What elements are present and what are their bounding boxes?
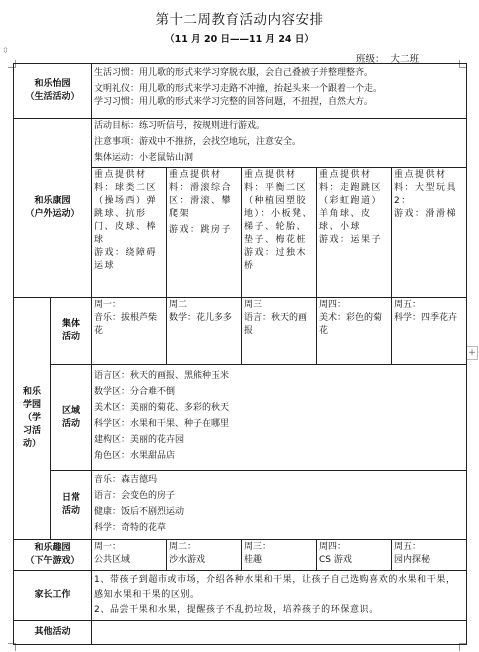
play-day <box>167 540 242 571</box>
day-activity: 语言：秋天的画报 <box>244 313 308 336</box>
learning-title-line: 动） <box>22 439 41 449</box>
learning-title-line: （学 <box>22 413 41 423</box>
learning-title-line: 学园 <box>22 400 41 410</box>
day-activity: 桂趣 <box>244 555 263 565</box>
group-day <box>167 298 242 365</box>
class-label: 班级： <box>356 54 385 65</box>
day-label: 周一： <box>94 300 122 310</box>
day-label: 周三： <box>244 542 272 552</box>
life-line: 生活习惯：用儿歌的形式来学习穿脱衣服，会自己叠被子并整理整齐。 <box>94 68 374 78</box>
outdoor-group-game: 集体运动：小老鼠钻山洞 <box>94 153 194 163</box>
parents-content <box>92 571 467 621</box>
daily-line: 健康：饭后不剧烈运动 <box>94 507 185 517</box>
area-line: 建构区：美丽的花卉园 <box>94 435 185 445</box>
life-content <box>92 64 467 119</box>
parents-section-header <box>14 571 92 621</box>
daily-activity-label <box>51 471 92 540</box>
outdoor-goal: 活动目标：练习听信号，按规则进行游戏。 <box>94 121 266 131</box>
area-activity-row <box>14 365 467 471</box>
learning-title-line: 和乐 <box>22 387 41 397</box>
life-subtitle: （生活活动） <box>25 92 80 102</box>
outdoor-intro-row <box>14 119 467 168</box>
play-day <box>242 540 317 571</box>
station-game: 游戏：滑滑梯 <box>394 209 458 219</box>
play-day <box>392 540 467 571</box>
class-name: 大二班 <box>390 54 420 65</box>
life-title: 和乐怡园 <box>34 79 71 89</box>
station-game: 游戏：运果子 <box>319 235 383 245</box>
outdoor-subtitle: （户外运动） <box>25 209 80 219</box>
station-game: 游戏：过独木桥 <box>244 248 308 271</box>
group-label-line: 活动 <box>62 332 81 342</box>
day-activity: 科学：四季花卉 <box>394 313 458 323</box>
parents-row <box>14 571 467 621</box>
day-activity: CS 游戏 <box>319 555 352 565</box>
add-row-icon[interactable]: + <box>466 346 478 360</box>
learning-section-header <box>14 298 51 540</box>
daily-line: 音乐：森吉德玛 <box>94 475 158 485</box>
station-materials: 重点提供材料：平衡二区（种植园塑胶地）：小板凳、梯子、轮胎、垫子、梅花桩 <box>244 170 314 245</box>
day-label: 周一： <box>94 542 122 552</box>
parents-line: 1、带孩子到超市或市场，介绍各种水果和干果，让孩子自己选购喜欢的水果和干果，感知水果和干果的区别。 <box>94 575 456 600</box>
daily-line: 语言：会变色的房子 <box>94 491 176 501</box>
learning-title-line: 习活 <box>22 426 41 436</box>
play-subtitle: （下午游戏） <box>25 556 80 566</box>
day-label: 周二 <box>169 300 188 310</box>
day-label: 周四： <box>319 542 347 552</box>
day-label: 周三 <box>244 300 263 310</box>
day-activity: 沙水游戏 <box>169 555 206 565</box>
day-activity: 音乐：拔根芦柴花 <box>94 313 158 336</box>
other-section-header <box>14 621 92 645</box>
area-activity-content <box>92 365 467 471</box>
station-materials: 重点提供材料：滑滚综合区：滑滚、攀爬架 <box>169 170 233 219</box>
area-activity-label <box>51 365 92 471</box>
outdoor-station <box>317 168 392 298</box>
area-line: 语言区：秋天的画报、黑熊种玉米 <box>94 371 230 381</box>
area-line: 美术区：美丽的菊花、多彩的秋天 <box>94 403 230 413</box>
other-content <box>92 621 467 645</box>
area-label-line: 活动 <box>62 418 81 429</box>
day-label: 周五： <box>394 300 422 310</box>
table-anchor-icon: ⇳ <box>2 46 9 55</box>
station-game: 游戏：绕障碍运球 <box>94 248 158 271</box>
station-materials: 重点提供材料：球类二区（操场西）弹跳球、抗形门、皮球、棒球 <box>94 170 158 245</box>
group-day <box>317 298 392 365</box>
daily-label-line: 活动 <box>62 506 81 516</box>
group-activity-label <box>51 298 92 365</box>
day-activity: 园内探秘 <box>394 555 431 565</box>
day-activity: 公共区域 <box>94 555 131 565</box>
daily-activity-content <box>92 471 467 540</box>
area-line: 角色区：水果甜品店 <box>94 451 176 461</box>
station-materials: 重点提供材料：走跑跳区（彩虹跑道）羊角球、皮球、小球 <box>319 170 383 232</box>
life-section-header <box>14 64 92 119</box>
group-label-line: 集体 <box>62 319 81 329</box>
station-materials: 重点提供材料：大型玩具 2： <box>394 170 458 206</box>
other-row <box>14 621 467 645</box>
life-row <box>14 64 467 119</box>
life-line: 学习习惯：用儿歌的形式来学习完整的回答问题，不扭捏，自然大方。 <box>94 97 374 107</box>
day-label: 周二： <box>169 542 197 552</box>
page-title: 第十二周教育活动内容安排 <box>155 12 324 28</box>
group-day <box>92 298 167 365</box>
daily-line: 科学：奇特的花草 <box>94 523 167 533</box>
day-label: 周四： <box>319 300 347 310</box>
outdoor-intro <box>92 119 467 168</box>
play-day <box>92 540 167 571</box>
day-label: 周五： <box>394 542 422 552</box>
daily-activity-row <box>14 471 467 540</box>
outdoor-title: 和乐康园 <box>34 196 71 206</box>
day-activity: 美术：彩色的菊花 <box>319 313 383 336</box>
schedule-table <box>13 63 467 645</box>
day-activity: 数学：花儿多多 <box>169 313 233 323</box>
area-line: 数学区：分合难不倒 <box>94 387 176 397</box>
daily-label-line: 日常 <box>62 493 81 503</box>
outdoor-station <box>392 168 467 298</box>
play-title: 和乐趣园 <box>34 543 71 553</box>
group-day <box>242 298 317 365</box>
parents-title: 家长工作 <box>34 590 71 600</box>
afternoon-game-row <box>14 540 467 571</box>
date-range: （11 月 20 日——11 月 24 日） <box>165 34 314 45</box>
parents-line: 2、品尝干果和水果，提醒孩子不乱扔垃圾，培养孩子的环保意识。 <box>94 605 379 615</box>
play-day <box>317 540 392 571</box>
station-game: 游戏：跳房子 <box>169 225 233 235</box>
group-activity-row <box>14 298 467 365</box>
outdoor-station <box>92 168 167 298</box>
outdoor-station <box>242 168 317 298</box>
life-line: 文明礼仪：用儿歌的形式来学习走路不冲撞，抬起头来一个跟着一个走。 <box>94 84 383 94</box>
outdoor-section-header <box>14 119 92 298</box>
area-label-line: 区域 <box>62 405 81 416</box>
outdoor-station <box>167 168 242 298</box>
area-line: 科学区：水果和干果、种子在哪里 <box>94 419 230 429</box>
other-title: 其他活动 <box>34 627 71 637</box>
outdoor-notice: 注意事项：游戏中不推挤，会找空地玩，注意安全。 <box>94 137 302 147</box>
group-day <box>392 298 467 365</box>
play-section-header <box>14 540 92 571</box>
